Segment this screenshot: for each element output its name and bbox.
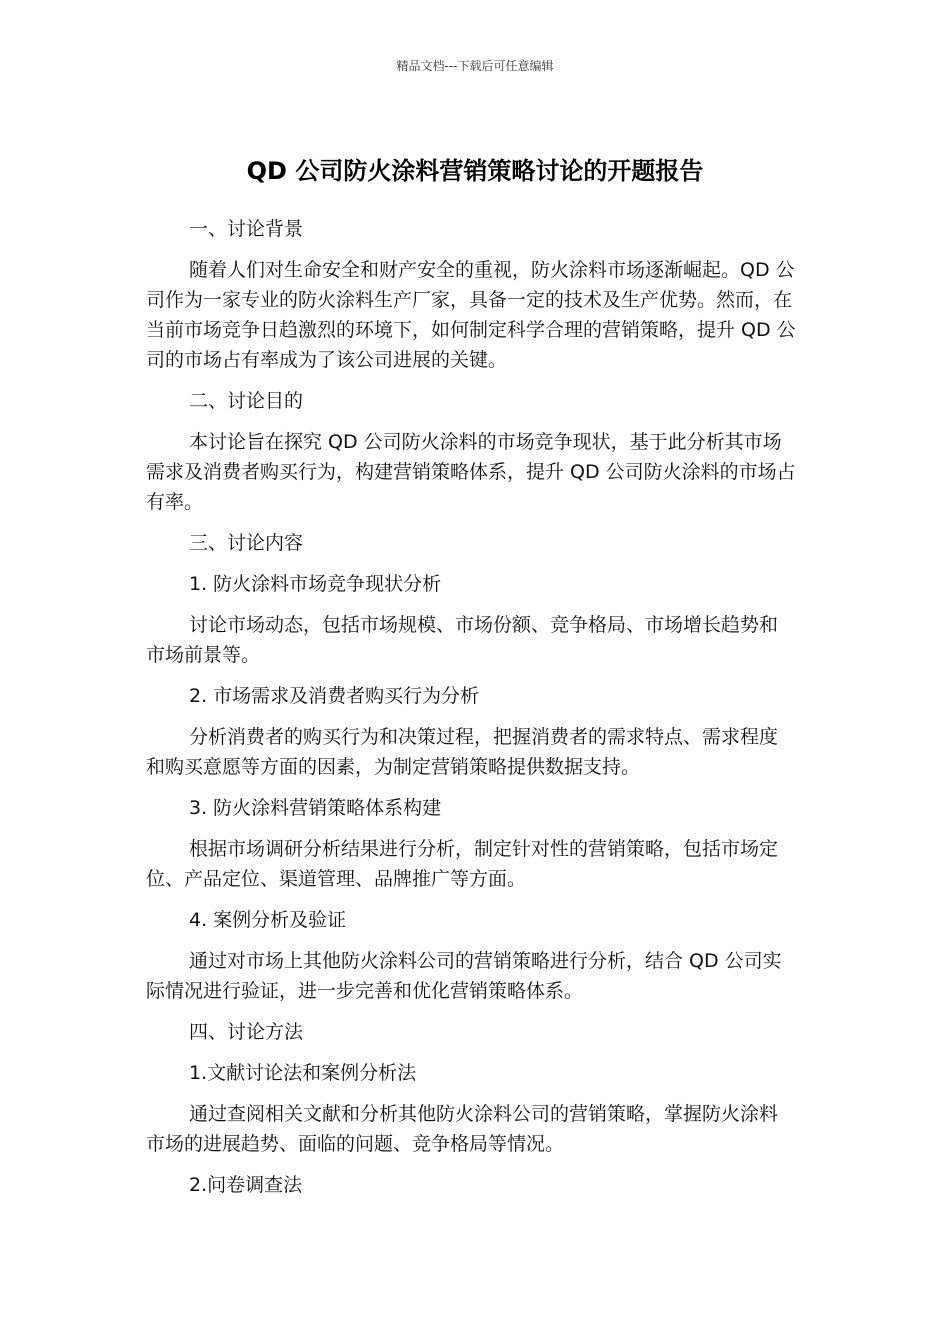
- document-body: [146, 214, 796, 1211]
- method-item-2-heading: 2.问卷调查法: [189, 1174, 303, 1196]
- section-paragraph-purpose: 本讨论旨在探究 QD 公司防火涂料的市场竞争现状，基于此分析其市场需求及消费者购买行为，构建营销策略体系，提升 QD 公司防火涂料的市场占有率。: [146, 431, 796, 513]
- content-item-4-heading: 4. 案例分析及验证: [189, 909, 347, 931]
- content-item-1-paragraph: 讨论市场动态，包括市场规模、市场份额、竞争格局、市场增长趋势和市场前景等。: [146, 614, 779, 666]
- section-heading-background: 一、讨论背景: [189, 218, 304, 240]
- content-item-3-paragraph: 根据市场调研分析结果进行分析，制定针对性的营销策略，包括市场定位、产品定位、渠道管理、品牌推广等方面。: [146, 838, 779, 890]
- section-paragraph-background: 随着人们对生命安全和财产安全的重视，防火涂料市场逐渐崛起。QD 公司作为一家专业的防火涂料生产厂家，具备一定的技术及生产优势。然而，在当前市场竞争日趋激烈的环境下，如何制定科学合理的营销策略，提升 QD 公司的市场占有率成为了该公司进展的关键。: [146, 259, 796, 371]
- header-watermark: 精品文档---下载后可任意编辑: [396, 59, 554, 73]
- content-item-3-heading: 3. 防火涂料营销策略体系构建: [189, 797, 442, 819]
- content-item-2-heading: 2. 市场需求及消费者购买行为分析: [189, 685, 480, 707]
- method-item-1-heading: 1.文献讨论法和案例分析法: [189, 1062, 417, 1084]
- content-item-4-paragraph: 通过对市场上其他防火涂料公司的营销策略进行分析，结合 QD 公司实际情况进行验证，进一步完善和优化营销策略体系。: [146, 950, 782, 1002]
- section-heading-content: 三、讨论内容: [189, 532, 304, 554]
- method-item-1-paragraph: 通过查阅相关文献和分析其他防火涂料公司的营销策略，掌握防火涂料市场的进展趋势、面临的问题、竞争格局等情况。: [146, 1103, 779, 1155]
- section-heading-methods: 四、讨论方法: [189, 1021, 304, 1043]
- content-item-1-heading: 1. 防火涂料市场竞争现状分析: [189, 573, 442, 595]
- content-item-2-paragraph: 分析消费者的购买行为和决策过程，把握消费者的需求特点、需求程度和购买意愿等方面的因素，为制定营销策略提供数据支持。: [146, 726, 779, 778]
- document-title: QD 公司防火涂料营销策略讨论的开题报告: [246, 157, 704, 186]
- section-heading-purpose: 二、讨论目的: [189, 390, 304, 412]
